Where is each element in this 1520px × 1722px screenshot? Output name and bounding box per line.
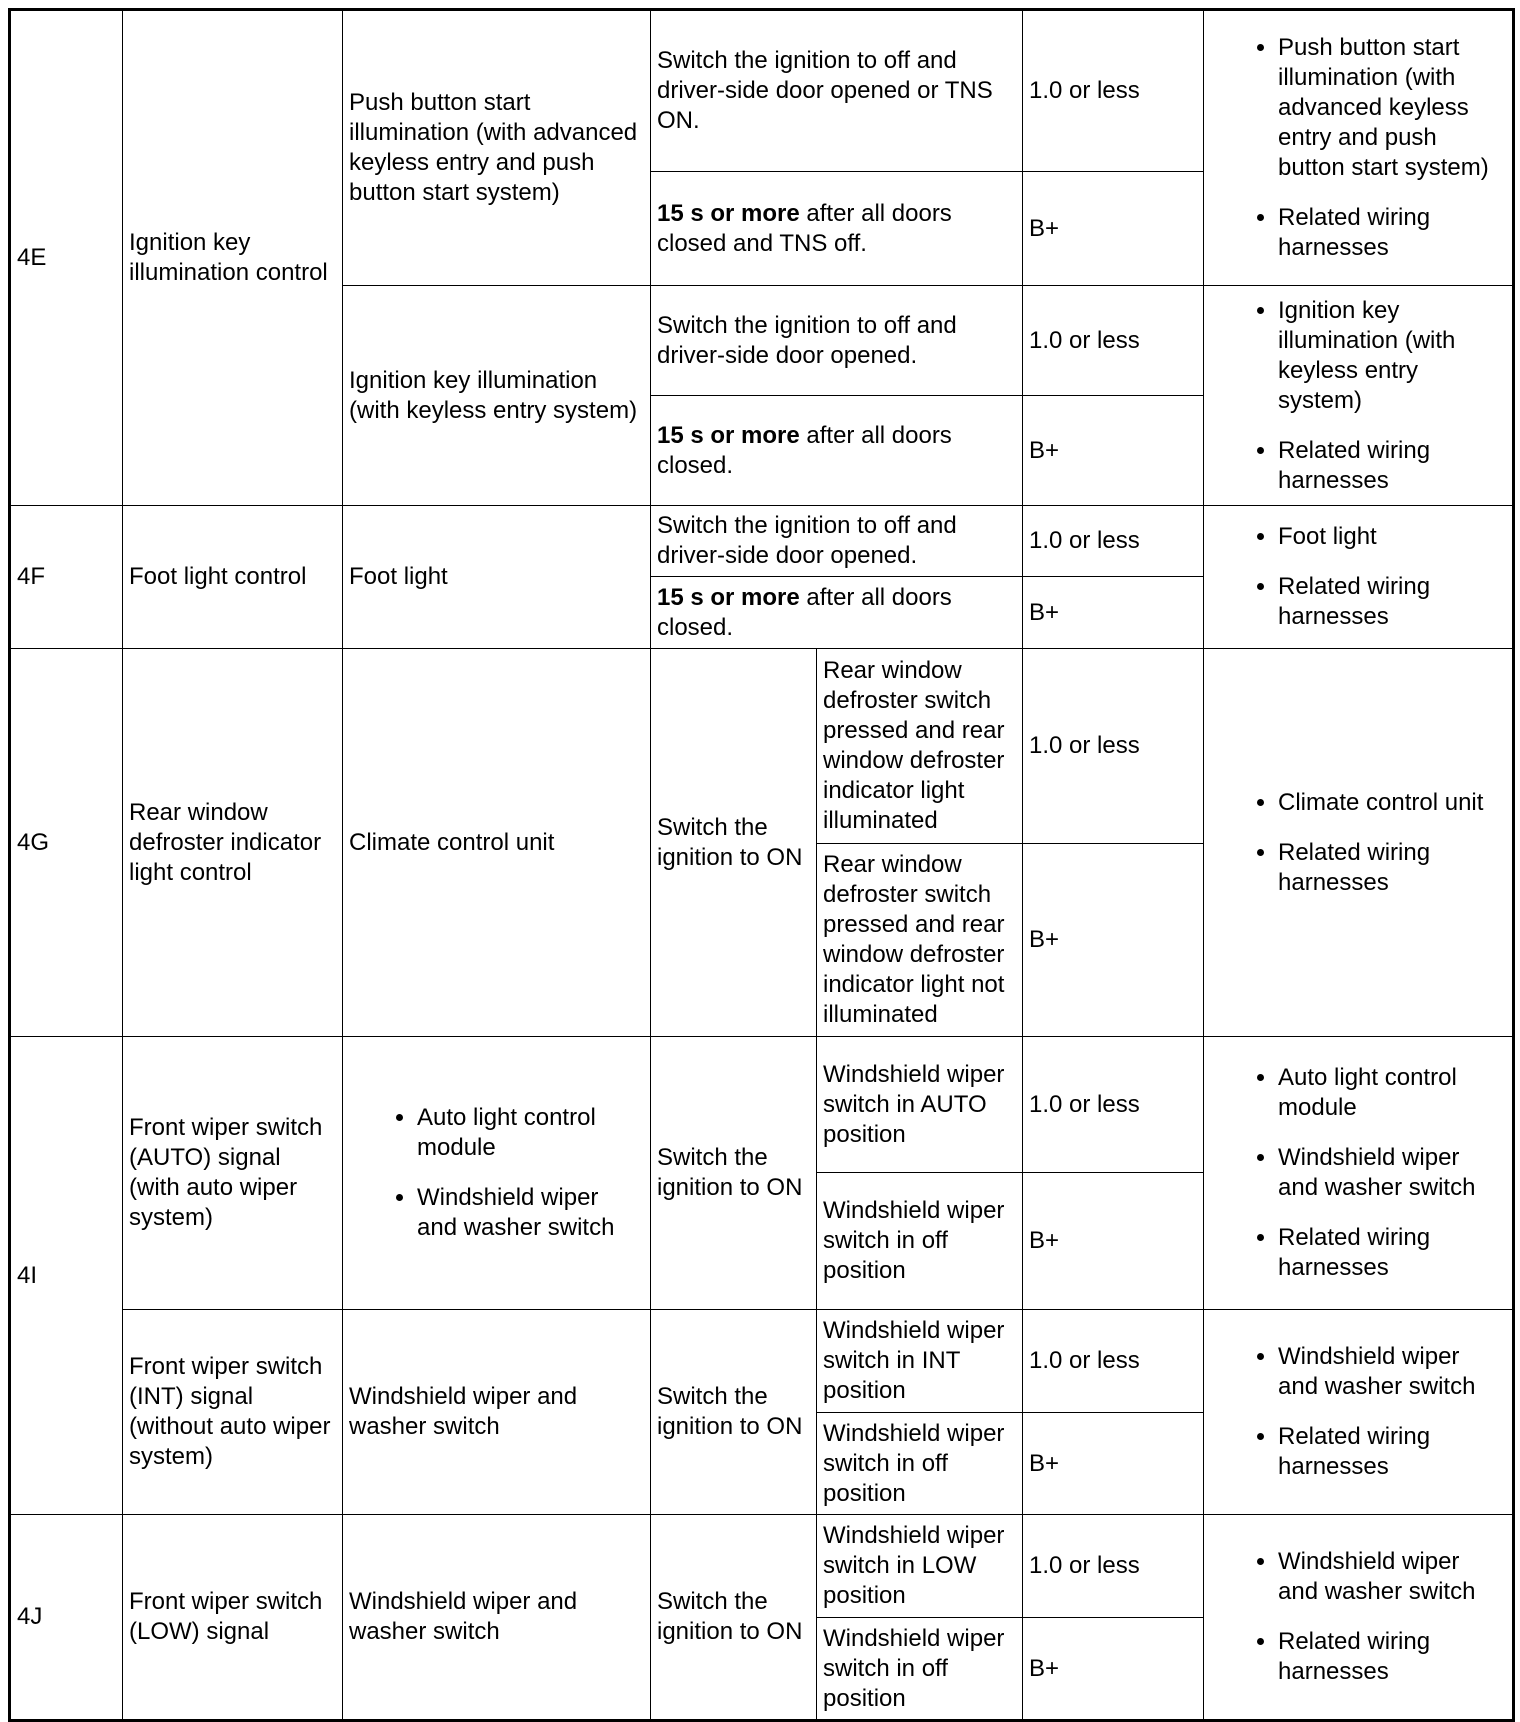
measurement-condition-cell: Switch the ignition to ON	[651, 649, 817, 1037]
list-item: • Windshield wiper and washer switch	[1278, 1342, 1506, 1402]
measurement-condition-cell	[651, 396, 1023, 506]
list-item: • Related wiring harnesses	[1278, 203, 1506, 263]
voltage-cell: B+	[1023, 1618, 1204, 1721]
list-item: • Foot light	[1278, 522, 1506, 552]
table-row	[10, 1037, 1514, 1173]
list-item: • Related wiring harnesses	[1278, 1422, 1506, 1482]
connected-to-list	[349, 1103, 644, 1243]
voltage-cell: 1.0 or less	[1023, 1515, 1204, 1618]
terminal-voltage-table-sheet	[8, 8, 1515, 1722]
condition-text: after all doors closed.	[657, 583, 952, 641]
list-item: • Related wiring harnesses	[1278, 572, 1506, 632]
list-item: • Related wiring harnesses	[1278, 1627, 1506, 1687]
bold-time-text: 15 s or more	[657, 421, 800, 449]
sub-condition-cell: Windshield wiper switch in LOW position	[817, 1515, 1023, 1618]
table-row	[10, 506, 1514, 577]
measurement-condition-cell: Switch the ignition to ON	[651, 1310, 817, 1515]
measurement-condition-cell: Switch the ignition to off and driver-side door opened.	[651, 286, 1023, 396]
table-row	[10, 1310, 1514, 1413]
inspection-list	[1210, 788, 1506, 898]
sub-condition-cell: Windshield wiper switch in AUTO position	[817, 1037, 1023, 1173]
measurement-condition-cell	[651, 577, 1023, 649]
bold-time-text: 15 s or more	[657, 583, 800, 611]
bold-time-text: 15 s or more	[657, 199, 800, 227]
inspection-item-cell	[1204, 10, 1514, 286]
inspection-list	[1210, 33, 1506, 263]
voltage-cell: 1.0 or less	[1023, 506, 1204, 577]
list-item: • Climate control unit	[1278, 788, 1506, 818]
connected-to-cell: Ignition key illumination (with keyless entry system)	[343, 286, 651, 506]
connected-item-cell: Ignition key illumination control	[123, 10, 343, 506]
list-item: • Push button start illumination (with advanced keyless entry and push button start system)	[1278, 33, 1506, 183]
terminal-cell: 4J	[10, 1515, 123, 1721]
inspection-list	[1210, 1547, 1506, 1687]
terminal-voltage-table	[8, 8, 1515, 1722]
connected-to-cell	[343, 1037, 651, 1310]
inspection-item-cell	[1204, 506, 1514, 649]
voltage-cell: 1.0 or less	[1023, 10, 1204, 172]
voltage-cell: B+	[1023, 396, 1204, 506]
table-row	[10, 649, 1514, 844]
connected-to-cell: Windshield wiper and washer switch	[343, 1310, 651, 1515]
terminal-cell: 4E	[10, 10, 123, 506]
voltage-cell: B+	[1023, 844, 1204, 1037]
voltage-cell: B+	[1023, 577, 1204, 649]
connected-item-cell: Front wiper switch (AUTO) signal (with auto wiper system)	[123, 1037, 343, 1310]
inspection-item-cell	[1204, 1037, 1514, 1310]
inspection-item-cell	[1204, 286, 1514, 506]
inspection-item-cell	[1204, 649, 1514, 1037]
sub-condition-cell: Windshield wiper switch in off position	[817, 1173, 1023, 1310]
measurement-condition-cell: Switch the ignition to ON	[651, 1515, 817, 1721]
terminal-cell: 4G	[10, 649, 123, 1037]
measurement-condition-cell: Switch the ignition to off and driver-side door opened or TNS ON.	[651, 10, 1023, 172]
connected-item-cell: Foot light control	[123, 506, 343, 649]
connected-to-cell: Windshield wiper and washer switch	[343, 1515, 651, 1721]
connected-to-cell: Push button start illumination (with advanced keyless entry and push button start system)	[343, 10, 651, 286]
measurement-condition-cell	[651, 172, 1023, 286]
inspection-list	[1210, 1063, 1506, 1283]
list-item: • Auto light control module	[417, 1103, 644, 1163]
inspection-item-cell	[1204, 1310, 1514, 1515]
condition-text: after all doors closed and TNS off.	[657, 199, 952, 257]
inspection-list	[1210, 296, 1506, 496]
inspection-item-cell	[1204, 1515, 1514, 1721]
connected-item-cell: Rear window defroster indicator light control	[123, 649, 343, 1037]
list-item: • Windshield wiper and washer switch	[417, 1183, 644, 1243]
condition-text: after all doors closed.	[657, 421, 952, 479]
terminal-cell: 4I	[10, 1037, 123, 1515]
voltage-cell: B+	[1023, 1173, 1204, 1310]
sub-condition-cell: Rear window defroster switch pressed and rear window defroster indicator light not illuminated	[817, 844, 1023, 1037]
list-item: • Windshield wiper and washer switch	[1278, 1547, 1506, 1607]
list-item: • Related wiring harnesses	[1278, 838, 1506, 898]
connected-to-cell: Climate control unit	[343, 649, 651, 1037]
terminal-cell: 4F	[10, 506, 123, 649]
voltage-cell: B+	[1023, 1413, 1204, 1515]
sub-condition-cell: Windshield wiper switch in off position	[817, 1618, 1023, 1721]
measurement-condition-cell: Switch the ignition to ON	[651, 1037, 817, 1310]
list-item: • Ignition key illumination (with keyless entry system)	[1278, 296, 1506, 416]
sub-condition-cell: Windshield wiper switch in INT position	[817, 1310, 1023, 1413]
voltage-cell: 1.0 or less	[1023, 1037, 1204, 1173]
list-item: • Windshield wiper and washer switch	[1278, 1143, 1506, 1203]
list-item: • Auto light control module	[1278, 1063, 1506, 1123]
voltage-cell: 1.0 or less	[1023, 649, 1204, 844]
inspection-list	[1210, 522, 1506, 632]
connected-to-cell: Foot light	[343, 506, 651, 649]
table-row	[10, 10, 1514, 172]
sub-condition-cell: Rear window defroster switch pressed and rear window defroster indicator light illuminated	[817, 649, 1023, 844]
voltage-cell: 1.0 or less	[1023, 286, 1204, 396]
voltage-cell: 1.0 or less	[1023, 1310, 1204, 1413]
connected-item-cell: Front wiper switch (INT) signal (without auto wiper system)	[123, 1310, 343, 1515]
sub-condition-cell: Windshield wiper switch in off position	[817, 1413, 1023, 1515]
voltage-cell: B+	[1023, 172, 1204, 286]
measurement-condition-cell: Switch the ignition to off and driver-side door opened.	[651, 506, 1023, 577]
inspection-list	[1210, 1342, 1506, 1482]
list-item: • Related wiring harnesses	[1278, 436, 1506, 496]
connected-item-cell: Front wiper switch (LOW) signal	[123, 1515, 343, 1721]
list-item: • Related wiring harnesses	[1278, 1223, 1506, 1283]
table-row	[10, 1515, 1514, 1618]
